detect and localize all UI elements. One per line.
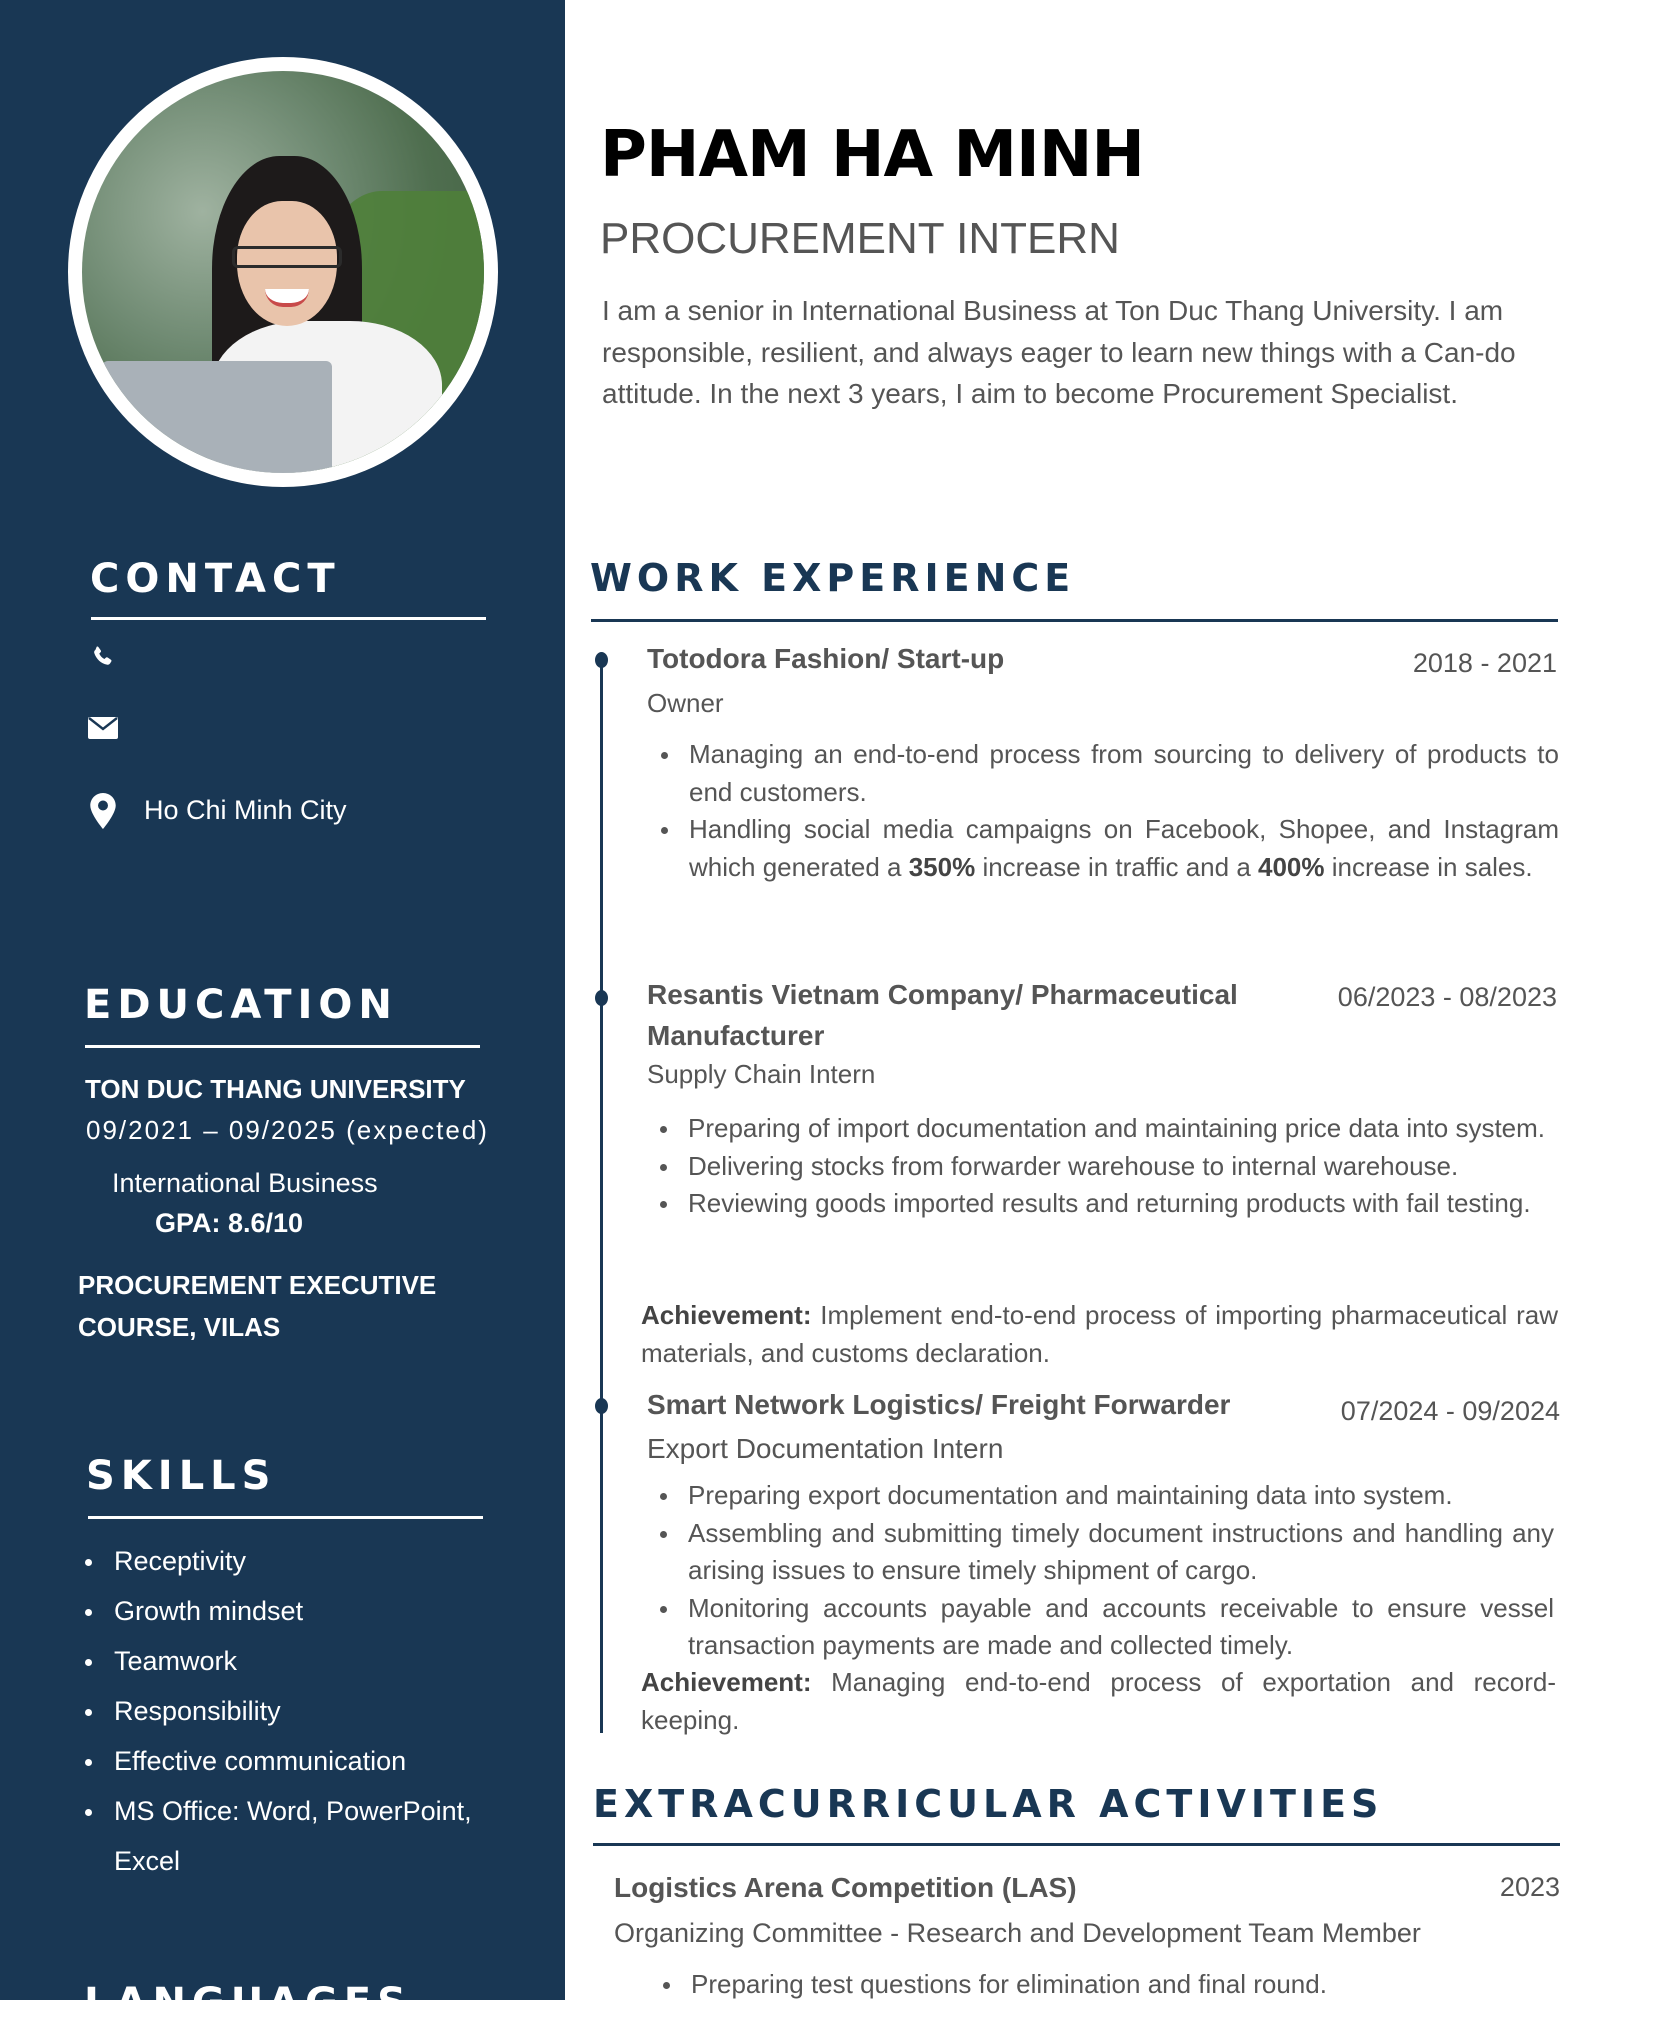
extracurricular-divider <box>593 1843 1560 1846</box>
achievement-text: Implement end-to-end process of importing pharmaceutical raw materials, and customs declaration. <box>641 1300 1558 1368</box>
job-dates: 2018 - 2021 <box>1412 648 1557 678</box>
achievement-label: Achievement: <box>641 1667 812 1697</box>
job-bullet: Monitoring accounts payable and accounts receivable to ensure vessel transaction payments are made and collected timely. <box>688 1590 1554 1665</box>
job-bullets <box>648 1110 1558 1223</box>
profile-summary: I am a senior in International Business at Ton Duc Thang University. I am responsible, resilient, and always eager to learn new things with a Can-do attitude. In the next 3 years, I aim to become Procurement Specialist. <box>602 295 1516 409</box>
contact-location <box>88 795 347 826</box>
candidate-title: PROCUREMENT INTERN <box>600 214 1120 263</box>
job-bullet: Delivering stocks from forwarder warehouse to internal warehouse. <box>688 1148 1558 1186</box>
education-school: TON DUC THANG UNIVERSITY <box>85 1074 466 1104</box>
timeline-line <box>600 660 603 1733</box>
skill-item: Receptivity <box>114 1536 514 1586</box>
job-role: Export Documentation Intern <box>647 1433 1004 1464</box>
contact-heading: CONTACT <box>90 556 341 602</box>
skills-heading: SKILLS <box>86 1453 277 1499</box>
job-role: Supply Chain Intern <box>647 1059 876 1089</box>
photo-laptop <box>102 361 332 473</box>
education-course <box>78 1264 436 1348</box>
job-company: Resantis Vietnam Company/ Pharmaceutical Manufacturer <box>647 979 1238 1051</box>
skill-item: MS Office: Word, PowerPoint, Excel <box>114 1786 514 1886</box>
education-heading: EDUCATION <box>84 982 398 1028</box>
sidebar <box>0 0 565 2026</box>
education-course-line2: COURSE, VILAS <box>78 1312 281 1342</box>
bullet-highlight: 400% <box>1258 851 1325 882</box>
activity-bullet: Preparing test questions for elimination and final round. <box>691 1966 1561 2004</box>
profile-photo <box>82 71 484 473</box>
timeline-dot <box>595 990 608 1006</box>
job-achievement <box>641 1297 1558 1372</box>
activity-role: Organizing Committee - Research and Development Team Member <box>614 1918 1421 1948</box>
job-bullet <box>689 811 1559 886</box>
bullet-highlight: 350% <box>908 851 976 882</box>
location-value: Ho Chi Minh City <box>144 795 347 825</box>
candidate-name: PHAM HA MINH <box>600 118 1144 192</box>
timeline-dot <box>595 652 608 668</box>
bullet-text: increase in traffic and a <box>975 851 1259 882</box>
work-experience-heading: WORK EXPERIENCE <box>590 556 1076 600</box>
education-major: International Business <box>112 1168 378 1198</box>
skill-item: Responsibility <box>114 1686 514 1736</box>
timeline-dot <box>595 1398 608 1414</box>
job-bullet: Assembling and submitting timely document instructions and handling any arising issues to ensure timely shipment of cargo. <box>688 1515 1554 1590</box>
achievement-label: Achievement: <box>641 1300 812 1330</box>
job-dates: 06/2023 - 08/2023 <box>1337 982 1557 1012</box>
job-dates: 07/2024 - 09/2024 <box>1340 1396 1560 1426</box>
phone-icon <box>88 642 118 672</box>
job-company: Totodora Fashion/ Start-up <box>647 643 1005 674</box>
job-bullet: Managing an end-to-end process from sourcing to delivery of products to end customers. <box>689 736 1559 811</box>
languages-heading: LANGUAGES <box>84 1980 412 2026</box>
activity-name: Logistics Arena Competition (LAS) <box>614 1872 1077 1903</box>
education-gpa: GPA: 8.6/10 <box>155 1208 304 1238</box>
job-achievement <box>641 1664 1556 1739</box>
bullet-text: Handling social media campaigns on Facebook, Shopee, and Instagram which generated a <box>689 814 1559 882</box>
activity-bullets <box>651 1966 1561 2004</box>
education-course-line1: PROCUREMENT EXECUTIVE <box>78 1270 437 1300</box>
contact-phone <box>88 642 144 672</box>
job-bullet: Preparing of import documentation and maintaining price data into system. <box>688 1110 1558 1148</box>
skills-list <box>82 1536 514 1886</box>
work-experience-divider <box>591 619 1558 622</box>
activity-year: 2023 <box>1499 1872 1560 1902</box>
envelope-icon <box>88 713 118 743</box>
bullet-text: increase in sales. <box>1324 851 1533 882</box>
job-bullet: Reviewing goods imported results and returning products with fail testing. <box>688 1185 1558 1223</box>
education-divider <box>85 1045 480 1048</box>
photo-glasses <box>232 246 342 268</box>
contact-divider <box>91 617 486 620</box>
extracurricular-heading: EXTRACURRICULAR ACTIVITIES <box>593 1782 1384 1826</box>
contact-email <box>88 713 144 743</box>
skills-divider <box>88 1516 483 1519</box>
job-bullet: Preparing export documentation and maintaining data into system. <box>688 1477 1554 1515</box>
skill-item: Teamwork <box>114 1636 514 1686</box>
skill-item: Effective communication <box>114 1736 514 1786</box>
job-bullets <box>649 736 1559 886</box>
job-company: Smart Network Logistics/ Freight Forwarder <box>647 1389 1231 1420</box>
achievement-text: Managing end-to-end process of exportation and record-keeping. <box>641 1667 1556 1735</box>
skill-item: Growth mindset <box>114 1586 514 1636</box>
education-dates: 09/2021 – 09/2025 (expected) <box>86 1115 489 1145</box>
profile-photo-frame <box>68 57 498 487</box>
map-pin-icon <box>88 796 118 826</box>
job-bullets <box>648 1477 1554 1665</box>
job-role: Owner <box>647 688 724 718</box>
